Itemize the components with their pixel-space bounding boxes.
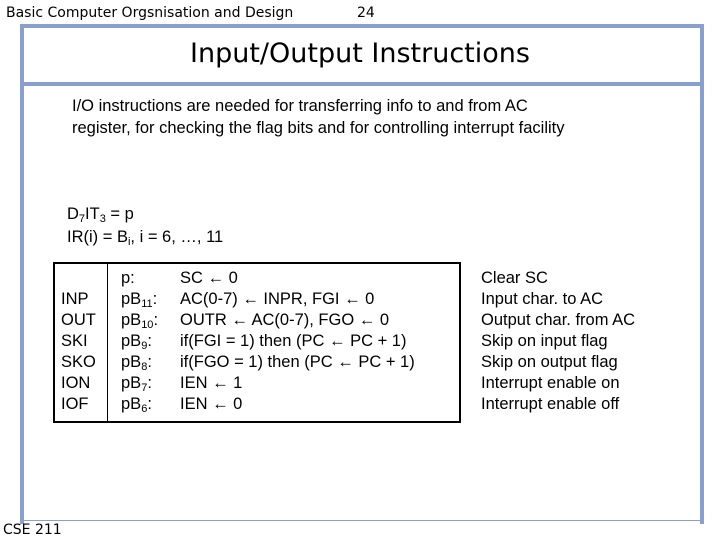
table-header-desc: SC ← 0 xyxy=(180,269,238,287)
footer-rule xyxy=(20,520,704,521)
intro-paragraph xyxy=(72,95,672,139)
eq1-it-sub: 3 xyxy=(99,213,106,225)
intro-line-1: I/O instructions are needed for transferring info to and from AC xyxy=(72,97,528,115)
eq1-d: D xyxy=(67,205,79,223)
eq1-it: IT xyxy=(85,205,100,223)
hex-code-column xyxy=(121,268,158,415)
table-row-remark: Input char. to AC xyxy=(481,290,603,308)
table-row-desc: AC(0-7) ← INPR, FGI ← 0 xyxy=(180,290,375,308)
table-row-hex: $pB_6$: xyxy=(121,395,152,415)
table-border-right xyxy=(459,262,461,423)
table-row-desc: IEN ← 0 xyxy=(180,395,243,413)
title-divider xyxy=(24,82,700,86)
table-border-bottom xyxy=(53,421,461,423)
table-row-remark: Skip on input flag xyxy=(481,332,608,350)
eq2-sub: i xyxy=(127,236,131,248)
table-row-remark: Output char. from AC xyxy=(481,311,636,329)
table-row-desc: OUTR ← AC(0-7), FGO ← 0 xyxy=(180,311,390,329)
course-title: Basic Computer Orgsnisation and Design xyxy=(6,5,294,21)
remark-column xyxy=(481,268,635,415)
slide-title: Input/Output Instructions xyxy=(190,38,530,69)
table-row-desc: if(FGI = 1) then (PC ← PC + 1) xyxy=(180,332,407,350)
table-row-remark: Skip on output flag xyxy=(481,353,618,371)
table-row-hex: $pB_9$: xyxy=(121,332,152,352)
eq1-rest: = p xyxy=(105,205,134,223)
page-number: 24 xyxy=(357,5,375,21)
table-column-divider xyxy=(107,262,108,423)
table-row-symbol: SKI xyxy=(61,332,88,350)
course-code: CSE 211 xyxy=(3,522,62,538)
equation-decode xyxy=(67,205,134,224)
table-row-remark: Interrupt enable off xyxy=(481,395,620,413)
table-header-hex: p: xyxy=(121,269,135,287)
symbol-column xyxy=(61,289,96,415)
eq2-lhs: IR(i) = B xyxy=(67,228,128,246)
table-row-desc: if(FGO = 1) then (PC ← PC + 1) xyxy=(180,353,415,371)
operation-column xyxy=(180,268,415,415)
table-row-symbol: SKO xyxy=(61,353,96,371)
eq2-rest: , i = 6, …, 11 xyxy=(130,228,224,246)
eq1-d-sub: 7 xyxy=(78,213,86,225)
table-row-symbol: ION xyxy=(61,374,91,392)
table-row-desc: IEN ← 1 xyxy=(180,374,243,392)
table-row-remark: Interrupt enable on xyxy=(481,374,620,392)
table-header-remark: Clear SC xyxy=(481,269,548,287)
table-row-symbol: OUT xyxy=(61,311,96,329)
equation-ir-bits xyxy=(67,228,223,247)
table-row-hex: $pB_7$: xyxy=(121,374,152,394)
table-row-hex: $pB_{10}$: xyxy=(121,311,159,331)
table-row-hex: $pB_8$: xyxy=(121,353,152,373)
table-row-symbol: IOF xyxy=(61,395,89,413)
table-row-hex: $pB_{11}$: xyxy=(121,290,158,310)
intro-line-2: register, for checking the flag bits and for controlling interrupt facility xyxy=(72,119,565,137)
table-row-symbol: INP xyxy=(61,290,89,308)
